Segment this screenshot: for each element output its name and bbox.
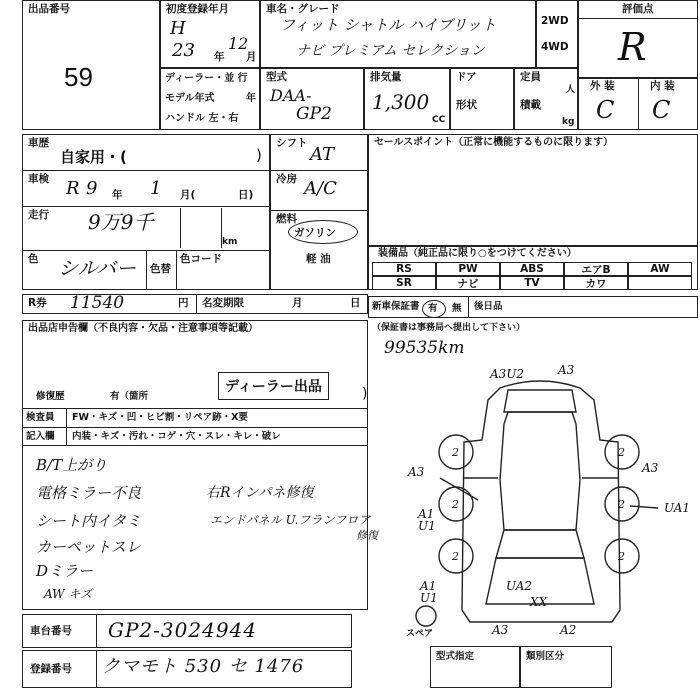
warranty-have: 有: [428, 303, 438, 314]
car-damage-diagram: [380, 360, 698, 640]
year-value: 23: [172, 40, 195, 61]
inspection-day-unit: 日): [238, 189, 254, 201]
capacity-unit: 人: [566, 85, 576, 95]
equipment-cell: PW: [436, 262, 500, 276]
exterior-value: C: [596, 96, 615, 124]
mark-u1-left: U1: [418, 519, 436, 533]
equipment-label: 装備品（純正品に限り○をつけてください）: [378, 248, 577, 259]
damage-arrow-1: [440, 478, 478, 500]
color-change-label: 色替: [150, 263, 171, 275]
legend-row2: 内装・キズ・汚れ・コゲ・穴・スレ・キレ・破レ: [72, 431, 281, 442]
equipment-cell: エアB: [564, 262, 628, 276]
car-body-outline: [462, 381, 620, 622]
tyre-number-5: 2: [452, 550, 459, 563]
spare-label: スペア: [406, 629, 434, 639]
note-right-3: 修復: [356, 529, 378, 542]
recycle-value: 11540: [70, 293, 125, 313]
displacement-value: 1,300: [372, 90, 430, 114]
year-unit: 年: [214, 51, 225, 63]
grade-handwritten: ナビ プレミアム セレクション: [296, 43, 485, 59]
inspection-month-unit: 月(: [180, 189, 196, 201]
repair-close: ): [362, 386, 368, 402]
legend-mid: [22, 427, 368, 428]
reg-div: [96, 650, 97, 688]
dealer-label: ディーラー・並 行: [165, 73, 248, 84]
mark-a3-right: A3: [642, 461, 659, 475]
color-divider-2: [176, 250, 177, 290]
tyre-number-3: 2: [452, 498, 459, 511]
month-unit: 月: [246, 51, 257, 63]
kg-unit: kg: [562, 117, 575, 127]
change-day: 日: [350, 297, 361, 309]
legend-row1: FW・キズ・凹・ヒビ割・リペア跡・X要: [72, 412, 248, 423]
lot-number: 59: [64, 62, 93, 92]
type-label: 型式: [266, 71, 287, 83]
fuel-label: 燃料: [276, 213, 297, 225]
capacity-label: 定員: [520, 71, 541, 83]
note-right-2: エンドパネル U.フランフロア: [210, 513, 371, 527]
mark-ua1: UA1: [664, 501, 691, 515]
history-value: 自家用・(: [60, 148, 127, 166]
recycle-label: R券: [28, 297, 47, 309]
mark-u1-bottom: U1: [420, 591, 438, 605]
note-left-5: Dミラー: [36, 562, 94, 580]
inspection-label: 車検: [28, 173, 49, 185]
color-value: シルバー: [58, 256, 137, 280]
entry-label: 記入欄: [26, 431, 55, 442]
note-left-4: カーペットスレ: [36, 538, 141, 556]
ac-value: A/C: [304, 178, 337, 199]
km-unit: km: [222, 237, 238, 247]
type-handwritten-2: GP2: [296, 104, 332, 124]
reg-label: 登録番号: [30, 663, 72, 675]
drive-box: [536, 0, 578, 68]
tyre-number-2: 2: [618, 446, 625, 459]
inspection-year: 9: [86, 178, 98, 199]
note-left-2: 電格ミラー不良: [36, 484, 142, 502]
inspection-month: 1: [150, 178, 162, 199]
mileage-label: 走行: [28, 209, 49, 221]
specs-line2: [270, 210, 368, 211]
history-close: ): [256, 146, 262, 164]
mark-ua2: UA2: [506, 579, 533, 593]
warranty-have-circle: [422, 300, 446, 318]
warranty-divider: [468, 296, 469, 318]
mark-a3u2: A3U2: [490, 367, 525, 381]
change-label: 名変期限: [202, 297, 244, 309]
model-year-unit: 年: [246, 93, 256, 104]
model-year-label: モデル年式: [165, 93, 215, 104]
load-label: 積載: [520, 99, 541, 111]
first-reg-label: 初度登録年月: [166, 3, 229, 15]
after-date-label: 後日品: [474, 301, 503, 312]
shift-value: AT: [310, 144, 335, 165]
model-spec-label: 型式指定: [436, 651, 475, 662]
tyre-number-1: 2: [452, 446, 459, 459]
note-left-1: B/T上がり: [36, 456, 108, 474]
mileage-value: 9万9千: [88, 210, 154, 234]
mark-a3-left: A3: [408, 465, 425, 479]
chassis-div: [96, 614, 97, 648]
equipment-cell: ABS: [500, 262, 564, 276]
sales-point-box: [368, 134, 698, 246]
eval-divider: [578, 18, 698, 19]
equipment-cell: ナビ: [436, 276, 500, 290]
fuel-gas: ガソリン: [294, 227, 336, 239]
inspection-era: R: [66, 178, 80, 199]
handle-label: ハンドル 左・右: [165, 113, 239, 124]
warranty-note: （保証書は事務局へ提出して下さい）: [372, 323, 526, 333]
shape-label: 形状: [456, 99, 477, 111]
equipment-cell: AW: [628, 262, 692, 276]
legend-div: [66, 408, 67, 446]
change-month: 月: [292, 297, 303, 309]
odometer-handwritten: 99535km: [384, 338, 465, 358]
history-line2: [22, 206, 270, 207]
warranty-none: 無: [452, 303, 462, 314]
interior-value: C: [652, 96, 671, 124]
eval-label: 評価点: [622, 3, 654, 15]
equipment-cell: RS: [372, 262, 436, 276]
eval-value: R: [618, 25, 647, 69]
equipment-cell: TV: [500, 276, 564, 290]
repair-label: 修復歴: [36, 391, 65, 402]
era-value: H: [170, 18, 186, 39]
color-label: 色: [28, 253, 39, 265]
repair-value: 有（箇所: [110, 391, 149, 402]
fuel-light: 軽 油: [306, 253, 331, 265]
inspector-label: 検査員: [26, 412, 55, 423]
ext-int-divider: [638, 78, 639, 130]
color-divider: [146, 250, 147, 290]
mark-a3-top: A3: [558, 363, 575, 377]
equipment-cell: カワ: [564, 276, 628, 290]
mark-a3-bottom: A3: [492, 623, 509, 637]
displacement-label: 排気量: [370, 71, 402, 83]
interior-label: 内 装: [650, 80, 675, 92]
drive-2wd: 2WD: [541, 15, 569, 27]
dealer-stamp: ディーラー出品: [218, 372, 329, 400]
spare-tyre: [416, 606, 436, 626]
warranty-label: 新車保証書: [372, 301, 420, 312]
equipment-cell: SR: [372, 276, 436, 290]
inspection-year-unit: 年: [112, 189, 123, 201]
month-value: 12: [228, 34, 249, 53]
reg-value: クマモト 530 セ 1476: [102, 656, 305, 677]
car-windshield: [496, 530, 584, 558]
car-rear-glass: [504, 390, 576, 412]
cc-unit: CC: [432, 115, 446, 125]
door-label: ドア: [456, 71, 477, 83]
type-handwritten-1: DAA-: [270, 86, 312, 105]
tyre-number-4: 2: [618, 498, 625, 511]
name-label: 車名・グレード: [266, 3, 340, 15]
sales-point-label: セールスポイント（正常に機能するものに限ります）: [374, 137, 614, 148]
lot-label: 出品番号: [28, 3, 70, 15]
history-line1: [22, 170, 270, 171]
category-label: 類別区分: [526, 651, 565, 662]
color-code-label: 色コード: [180, 253, 222, 265]
mark-a1-bottom: A1: [420, 579, 437, 593]
car-roof: [500, 412, 580, 530]
recycle-divider: [196, 294, 197, 314]
ac-label: 冷房: [276, 173, 297, 185]
mileage-boxes: [180, 208, 222, 248]
damage-arrow-2: [630, 506, 658, 508]
fuel-gas-circle: [288, 220, 358, 244]
note-left-6: AW キズ: [44, 587, 93, 601]
note-left-3: シート内イタミ: [36, 512, 142, 530]
recycle-yen: 円: [178, 297, 189, 309]
history-label: 車歴: [28, 137, 49, 149]
chassis-value: GP2-3024944: [108, 618, 257, 642]
tyre-number-6: 2: [618, 550, 625, 563]
chassis-label: 車台番号: [30, 625, 72, 637]
report-label: 出品店申告欄（不良内容・欠品・注意事項等記載）: [28, 323, 258, 334]
drive-4wd: 4WD: [541, 41, 569, 53]
mark-a2: A2: [560, 623, 577, 637]
specs-line1: [270, 170, 368, 171]
shift-label: シフト: [276, 137, 308, 149]
name-handwritten: フィット シャトル ハイブリット: [280, 16, 497, 34]
exterior-label: 外 装: [590, 80, 615, 92]
equipment-cell: [628, 276, 692, 290]
mark-a1-left: A1: [418, 507, 435, 521]
note-right-1: 右Rインパネ修復: [206, 485, 314, 501]
mark-xx: XX: [530, 595, 548, 609]
